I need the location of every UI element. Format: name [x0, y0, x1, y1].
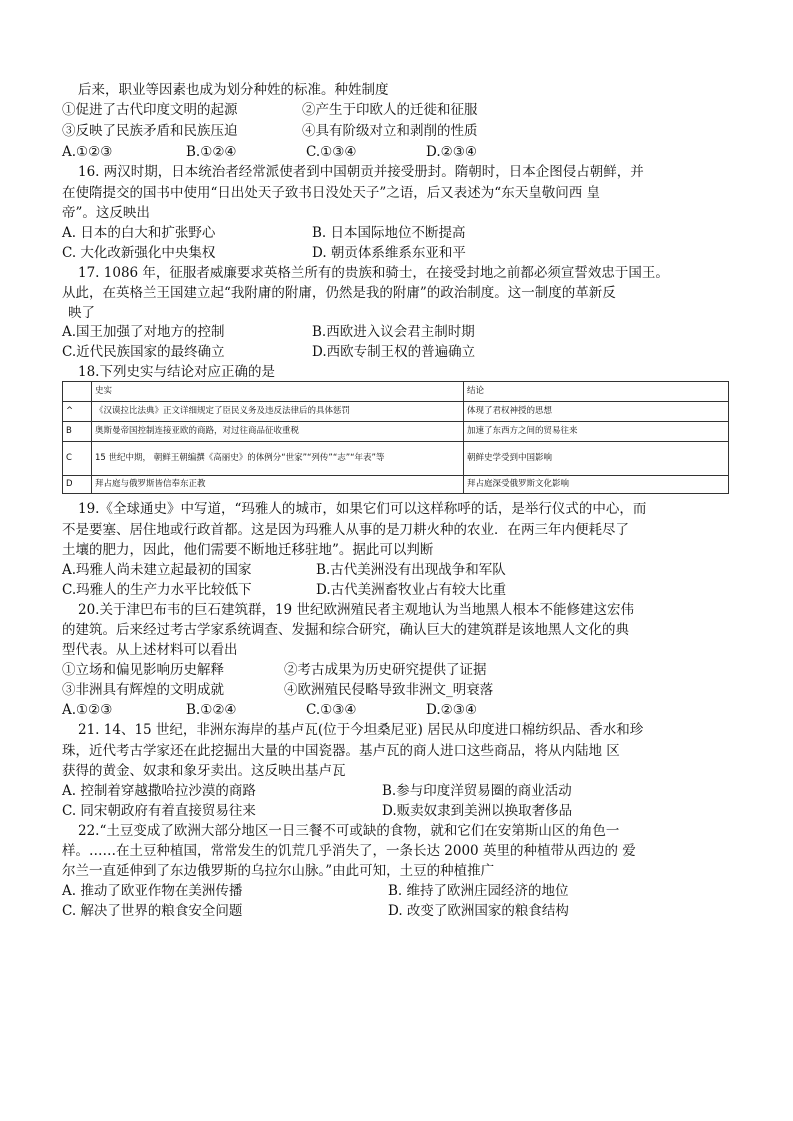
row-conclusion: 加速了东西方之间的贸易往来: [464, 422, 729, 442]
table-row: [63, 476, 729, 494]
q15-statement-2: ②产生于印欧人的迁徙和征服: [302, 102, 478, 118]
row-key: ^: [63, 402, 92, 422]
q20-stem-line-2: 的建筑。后来经过考古学家系统调查、发掘和综合研究，确认巨大的建筑群是该地黑人文化的典: [62, 622, 629, 638]
row-fact: 拜占庭与俄罗斯皆信奉东正教: [92, 476, 464, 494]
q20-option-b: B.①②④: [186, 702, 237, 718]
q15-option-a: A.①②③: [62, 144, 113, 160]
q20-stem-line-1: 20.关于津巴布韦的巨石建筑群，19 世纪欧洲殖民者主观地认为当地黑人根本不能修建这宏伟: [78, 602, 634, 618]
q20-statement-2: ②考古成果为历史研究提供了证据: [284, 662, 487, 678]
row-key: C: [63, 442, 92, 476]
q15-option-d: D.②③④: [426, 144, 477, 160]
q22-option-a: A. 推动了欧亚作物在美洲传播: [62, 883, 243, 899]
table-row: [63, 402, 729, 422]
q20-statement-3: ③非洲具有辉煌的文明成就: [62, 682, 224, 698]
table-header-fact: 史实: [92, 382, 464, 402]
q17-option-b: B.西欧进入议会君主制时期: [312, 324, 475, 340]
table-row: [63, 442, 729, 476]
q20-statement-1: ①立场和偏见影响历史解释: [62, 662, 224, 678]
q18-table: [62, 381, 729, 494]
q15-statement-1: ①促进了古代印度文明的起源: [62, 102, 238, 118]
q19-stem-line-2: 不是要塞、居住地或行政首都。这是因为玛雅人从事的是刀耕火种的农业．在两三年内便耗尽了: [62, 522, 629, 538]
q19-option-d: D.古代美洲畜牧业占有较大比重: [316, 582, 507, 598]
table-header-row: [63, 382, 729, 402]
q21-stem-line-3: 获得的黄金、奴隶和象牙卖出。这反映出基卢瓦: [62, 763, 346, 779]
q16-option-a: A. 日本的白大和扩张野心: [62, 225, 216, 241]
q20-statement-4: ④欧洲殖民侵略导致非洲文_明衰落: [284, 682, 494, 698]
q15-option-c: C.①③④: [306, 144, 357, 160]
row-conclusion: 体现了君权神授的思想: [464, 402, 729, 422]
q18-stem: 18.下列史实与结论对应正确的是: [78, 364, 275, 380]
q19-option-a: A.玛雅人尚未建立起最初的国家: [62, 562, 252, 578]
q21-option-c: C. 同宋朝政府有着直接贸易往来: [62, 803, 256, 819]
q22-option-c: C. 解决了世界的粮食安全问题: [62, 903, 243, 919]
q20-option-a: A.①②③: [62, 702, 113, 718]
q15-option-b: B.①②④: [186, 144, 237, 160]
q21-option-b: B.参与印度洋贸易圈的商业活动: [382, 783, 572, 799]
row-fact: 15 世纪中期， 朝鲜王朝编撰《高丽史》的体例分“世家”“列传”“志”“年表”等: [92, 442, 464, 476]
q22-option-d: D. 改变了欧洲国家的粮食结构: [388, 903, 569, 919]
q16-stem-line-3: 帝”。这反映出: [62, 205, 150, 221]
q16-stem-line-1: 16. 两汉时期，日本统治者经常派使者到中国朝贡并接受册封。隋朝时，日本企图侵占朝鲜，并: [78, 164, 644, 180]
q19-stem-line-3: 土壤的肥力，因此，他们需要不断地迁移驻地”。据此可以判断: [62, 542, 434, 558]
q20-option-d: D.②③④: [426, 702, 477, 718]
q21-stem-line-1: 21. 14、15 世纪，非洲东海岸的基卢瓦(位于今坦桑尼亚) 居民从印度进口棉纺织品、香水和珍: [78, 722, 644, 738]
q15-statement-4: ④具有阶级对立和剥削的性质: [302, 123, 478, 139]
q16-option-d: D. 朝贡体系维系东亚和平: [312, 245, 466, 261]
table-header-key: [63, 382, 92, 402]
q15-stem: 后来，职业等因素也成为划分种姓的标准。种姓制度: [78, 82, 389, 98]
q22-option-b: B. 维持了欧洲庄园经济的地位: [388, 883, 569, 899]
q21-option-a: A. 控制着穿越撒哈拉沙漠的商路: [62, 783, 256, 799]
q16-stem-line-2: 在使隋提交的国书中使用“日出处天子致书日没处天子”之语，后又表述为“东天皇敬问西 皇: [62, 185, 600, 201]
row-conclusion: 朝鲜史学受到中国影响: [464, 442, 729, 476]
q17-option-d: D.西欧专制王权的普遍确立: [312, 344, 476, 360]
q16-option-b: B. 日本国际地位不断提高: [312, 225, 466, 241]
row-key: D: [63, 476, 92, 494]
q19-option-c: C.玛雅人的生产力水平比较低下: [62, 582, 252, 598]
q15-statement-3: ③反映了民族矛盾和民族压迫: [62, 123, 238, 139]
q17-stem-line-2: 从此，在英格兰王国建立起“我附庸的附庸，仍然是我的附庸”的政治制度。这一制度的革新反: [62, 285, 616, 301]
row-fact: 奥斯曼帝国控制连接亚欧的商路，对过往商品征收重税: [92, 422, 464, 442]
row-fact: 《汉谟拉比法典》正文详细规定了臣民义务及违反法律后的具体惩罚: [92, 402, 464, 422]
q17-stem-line-3: 映了: [68, 305, 95, 321]
q17-option-c: C.近代民族国家的最终确立: [62, 344, 225, 360]
q20-option-c: C.①③④: [306, 702, 357, 718]
q17-stem-line-1: 17. 1086 年，征服者威廉要求英格兰所有的贵族和骑士，在接受封地之前都必须宣誓效忠于国王。: [78, 265, 669, 281]
row-conclusion: 拜占庭深受俄罗斯文化影响: [464, 476, 729, 494]
q19-stem-line-1: 19.《全球通史》中写道，“玛雅人的城市，如果它们可以这样称呼的话，是举行仪式的中心，而: [78, 501, 647, 517]
q22-stem-line-1: 22.“土豆变成了欧洲大部分地区一日三餐不可或缺的食物，就和它们在安第斯山区的角色一: [78, 823, 620, 839]
q16-option-c: C. 大化改新强化中央集权: [62, 245, 216, 261]
q19-option-b: B.古代美洲没有出现战争和军队: [316, 562, 506, 578]
table-row: [63, 422, 729, 442]
q17-option-a: A.国王加强了对地方的控制: [62, 324, 225, 340]
q22-stem-line-3: 尔兰一直延伸到了东边俄罗斯的乌拉尔山脉。”由此可知，土豆的种植推广: [62, 863, 495, 879]
q21-stem-line-2: 珠，近代考古学家还在此挖掘出大量的中国瓷器。基卢瓦的商人进口这些商品，将从内陆地 区: [62, 743, 620, 759]
table-header-conclusion: 结论: [464, 382, 729, 402]
row-key: B: [63, 422, 92, 442]
q22-stem-line-2: 样。……在土豆种植国，常常发生的饥荒几乎消失了，一条长达 2000 英里的种植带从西边的 爱: [62, 843, 636, 859]
q21-option-d: D.贩卖奴隶到美洲以换取奢侈品: [382, 803, 573, 819]
q20-stem-line-3: 型代表。从上述材料可以看出: [62, 642, 238, 658]
